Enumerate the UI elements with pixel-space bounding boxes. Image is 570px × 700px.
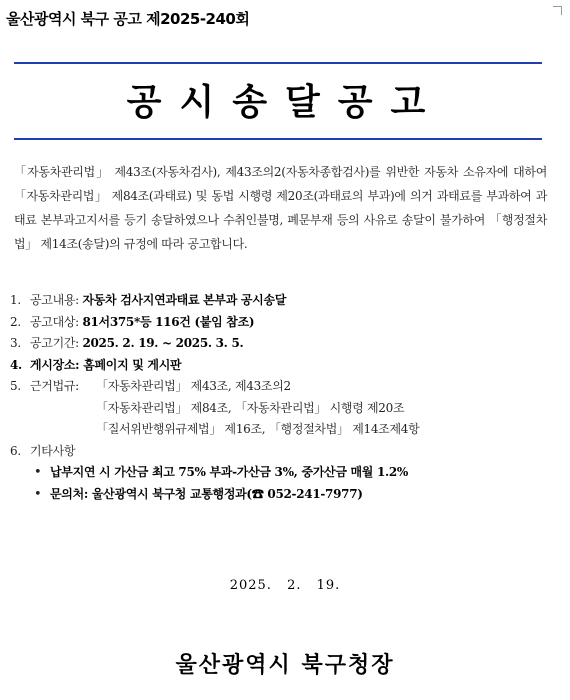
list-item — [10, 312, 555, 334]
item-number: 5. — [10, 379, 21, 393]
list-item — [10, 398, 555, 420]
basis-line: 「자동차관리법」 제84조, 「자동차관리법」 시행령 제20조 — [96, 400, 405, 415]
notice-date: 2025. 2. 19. — [229, 578, 341, 593]
list-item — [10, 333, 555, 355]
bullet-icon: • — [34, 465, 42, 480]
list-item — [10, 376, 555, 398]
list-item — [10, 355, 555, 377]
list-item — [10, 290, 555, 312]
corner-mark — [553, 6, 562, 15]
item-number: 4. — [10, 357, 22, 372]
bullet-text: 납부지연 시 가산금 최고 75% 부과-가산금 3%, 중가산금 매월 1.2% — [50, 465, 409, 479]
bullet-item — [10, 462, 555, 484]
signature: 울산광역시 북구청장 — [175, 652, 395, 678]
bullet-item — [10, 484, 555, 506]
item-label: 공고기간: 2025. 2. 19. ~ 2025. 3. 5. — [30, 336, 244, 350]
item-label: 공고대상: 81서375*등 116건 (붙임 참조) — [30, 314, 255, 329]
bullet-text: 문의처: 울산광역시 북구청 교통행정과(☎ 052-241-7977) — [50, 486, 363, 501]
item-number: 1. — [10, 293, 21, 307]
item-label: 공고내용: 자동차 검사지연과태료 본부과 공시송달 — [30, 293, 287, 307]
basis-line: 「자동차관리법」 제43조, 제43조의2 — [96, 379, 291, 393]
intro-paragraph: 「자동차관리법」 제43조(자동차검사), 제43조의2(자동차종합검사)를 위반한 자동차 소유자에 대하여 「자동차관리법」 제84조(과태료) 및 동법 시행령 제20조(과태료의 부과)에 의거 과태료를 부과하여 과태료 본부과고지서를 등기 송달하였으나 수취인불명, 폐문부재 등의 사유로 송달이 불가하여 「행정절차법」 제14조(송달)의 규정에 따라 공고합니다. — [14, 165, 547, 251]
item-label: 게시장소: 홈페이지 및 게시판 — [30, 357, 182, 372]
item-label: 근거법규: — [30, 379, 79, 393]
item-value: 2025. 2. 19. ~ 2025. 3. 5. — [82, 336, 244, 350]
item-value: 자동차 검사지연과태료 본부과 공시송달 — [82, 293, 287, 307]
bullet-icon: • — [34, 486, 42, 502]
list-item — [10, 441, 555, 463]
bottom-rule — [14, 138, 542, 140]
list-item — [10, 419, 555, 441]
page-title: 공시송달공고 — [126, 82, 444, 123]
item-number: 6. — [10, 443, 21, 458]
item-number: 2. — [10, 314, 21, 329]
top-rule — [14, 62, 542, 64]
item-number: 3. — [10, 336, 21, 350]
basis-line: 「질서위반행위규제법」 제16조, 「행정절차법」 제14조제4항 — [96, 422, 420, 436]
notice-number: 울산광역시 북구 공고 제2025-240회 — [6, 10, 250, 28]
item-value: 81서375*등 116건 (붙임 참조) — [82, 314, 255, 329]
item-label: 기타사항 — [30, 443, 76, 458]
notice-list — [10, 290, 555, 505]
item-value: 홈페이지 및 게시판 — [83, 357, 182, 372]
